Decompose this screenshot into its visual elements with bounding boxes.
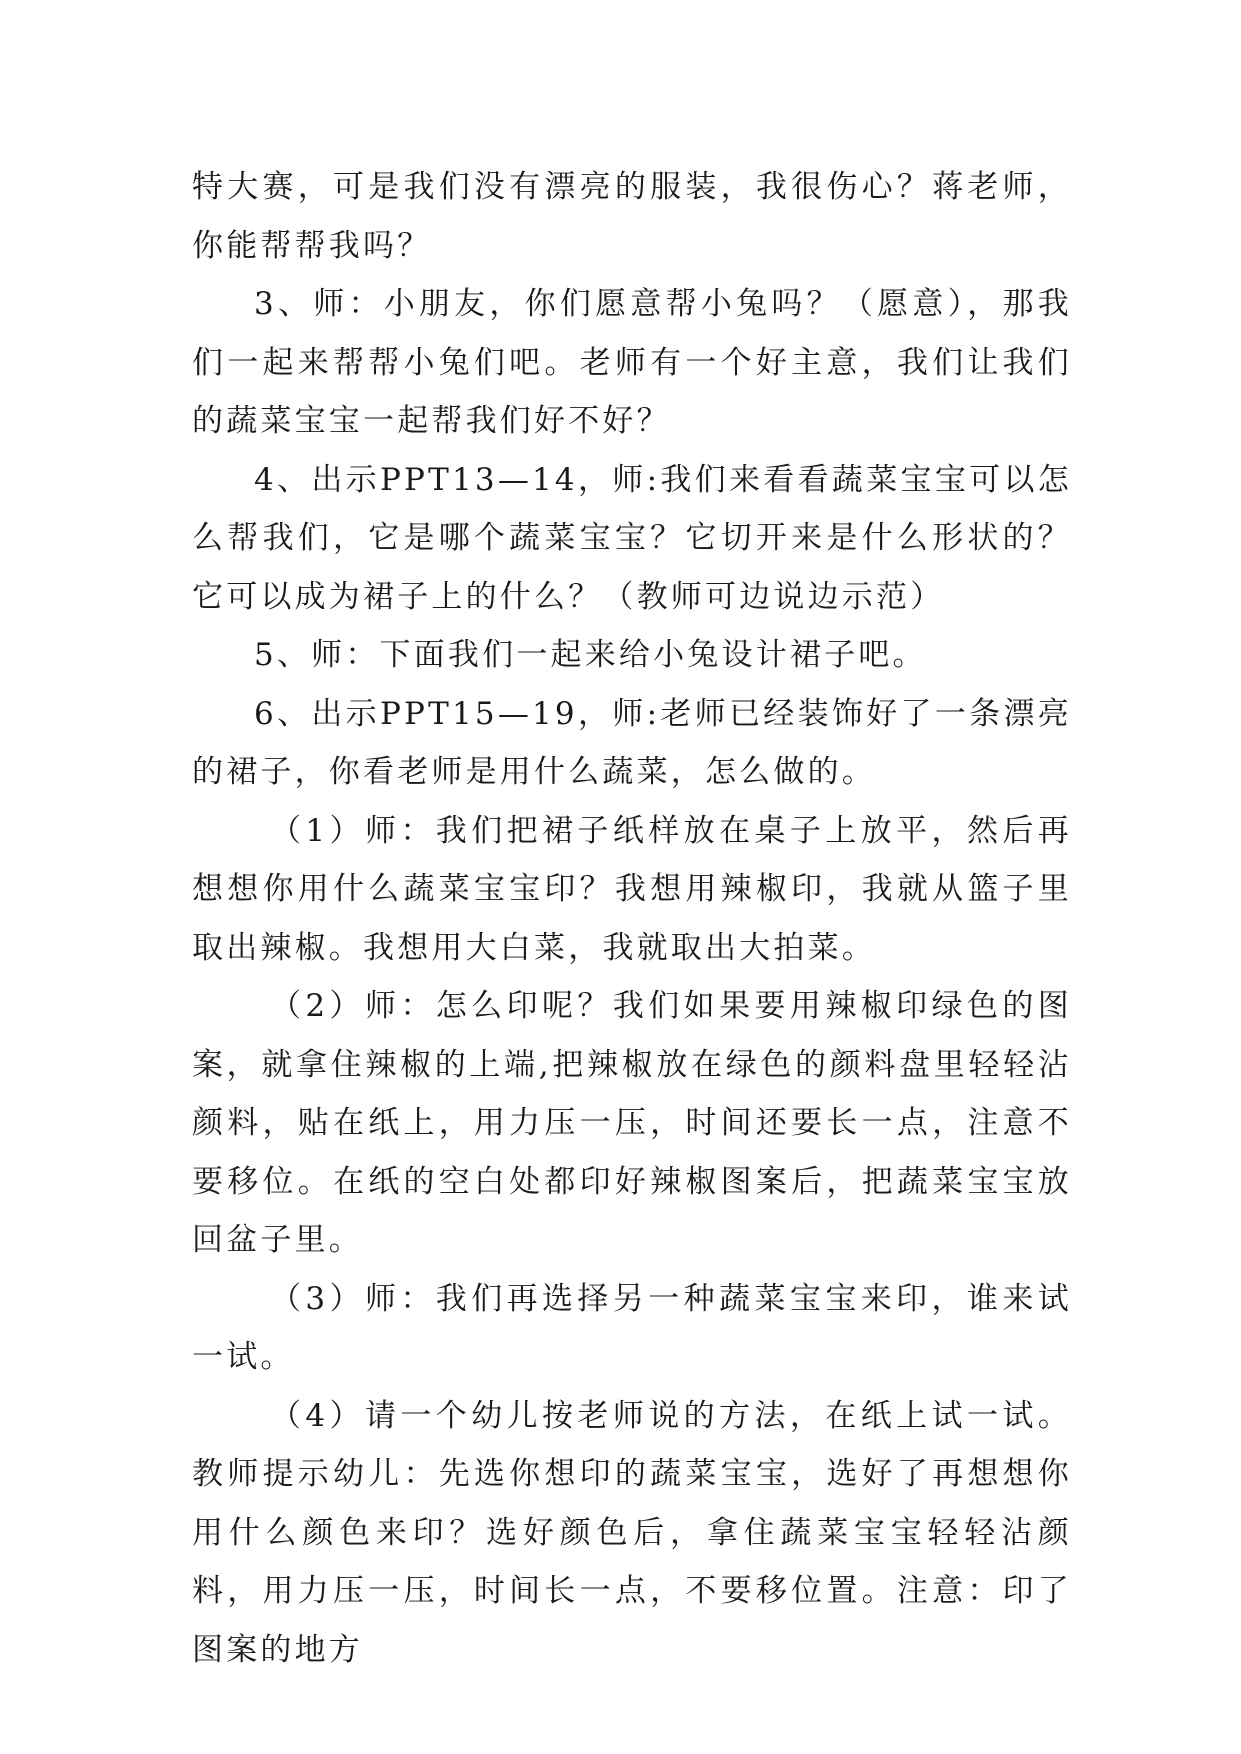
paragraph-substep-1: （1）师：我们把裙子纸样放在桌子上放平，然后再想想你用什么蔬菜宝宝印？我想用辣椒印，我就从篮子里取出辣椒。我想用大白菜，我就取出大拍菜。	[192, 812, 1072, 966]
paragraph-step-6: 6、出示PPT15—19，师:老师已经装饰好了一条漂亮的裙子，你看老师是用什么蔬菜，怎么做的。	[192, 695, 1072, 790]
document-body	[192, 158, 1072, 1679]
paragraph-substep-3: （3）师：我们再选择另一种蔬菜宝宝来印，谁来试一试。	[192, 1280, 1072, 1375]
paragraph-substep-4: （4）请一个幼儿按老师说的方法，在纸上试一试。教师提示幼儿：先选你想印的蔬菜宝宝，选好了再想想你用什么颜色来印？选好颜色后，拿住蔬菜宝宝轻轻沾颜料，用力压一压，时间长一点，不要移位置。注意：印了图案的地方	[192, 1397, 1072, 1668]
paragraph-substep-2: （2）师：怎么印呢？我们如果要用辣椒印绿色的图案，就拿住辣椒的上端,把辣椒放在绿色的颜料盘里轻轻沾颜料，贴在纸上，用力压一压，时间还要长一点，注意不要移位。在纸的空白处都印好辣椒图案后，把蔬菜宝宝放回盆子里。	[192, 988, 1072, 1258]
paragraph-step-3: 3、师：小朋友，你们愿意帮小兔吗？（愿意），那我们一起来帮帮小兔们吧。老师有一个好主意，我们让我们的蔬菜宝宝一起帮我们好不好？	[192, 286, 1072, 439]
paragraph-continuation: 特大赛，可是我们没有漂亮的服装，我很伤心？蒋老师，你能帮帮我吗？	[192, 169, 1072, 264]
paragraph-step-4: 4、出示PPT13—14，师:我们来看看蔬菜宝宝可以怎么帮我们，它是哪个蔬菜宝宝？它切开来是什么形状的？它可以成为裙子上的什么？（教师可边说边示范）	[192, 461, 1072, 615]
paragraph-step-5: 5、师：下面我们一起来给小兔设计裙子吧。	[254, 637, 927, 673]
